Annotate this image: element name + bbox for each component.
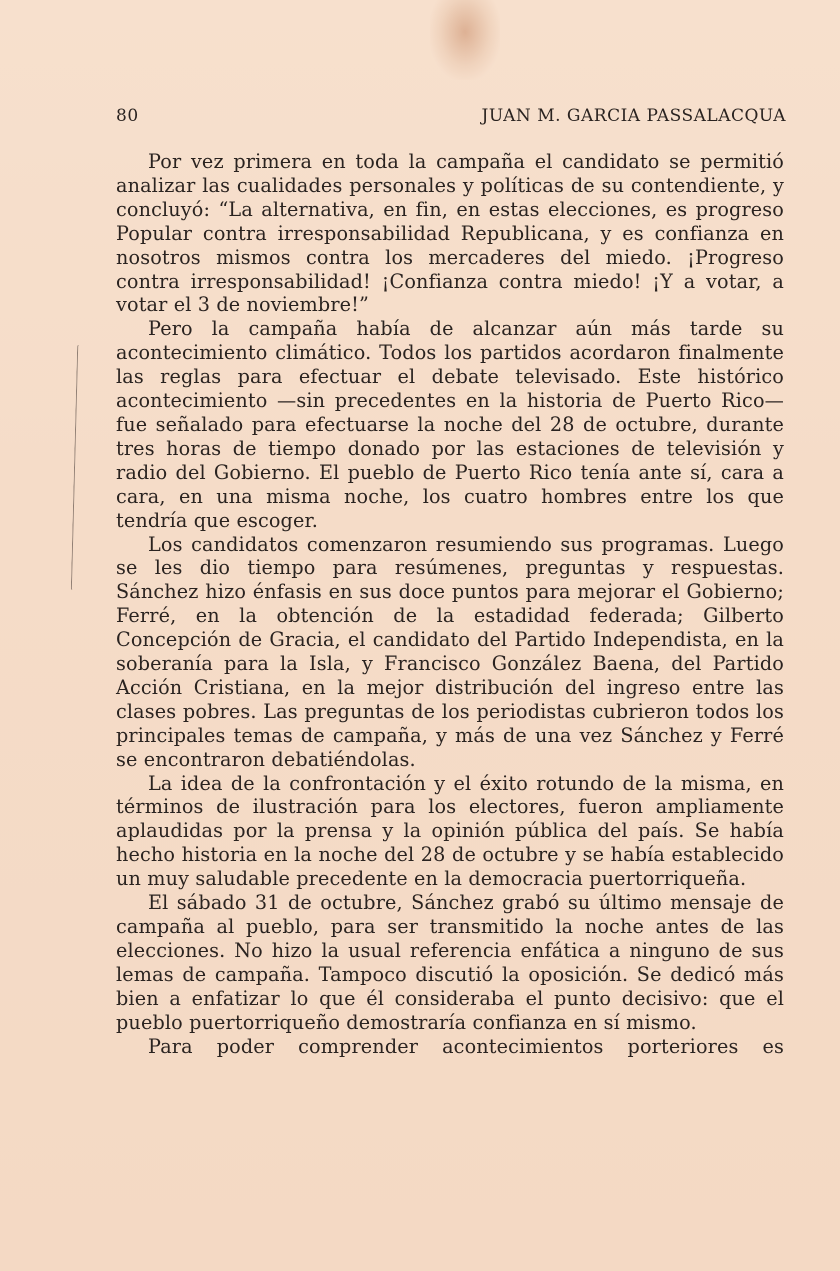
body-text xyxy=(116,150,784,1058)
margin-pencil-mark xyxy=(71,345,82,590)
paragraph: Para poder comprender acontecimientos porteriores es xyxy=(148,1034,784,1058)
paragraph: Pero la campaña había de alcanzar aún más tarde su acontecimiento climático. Todos los partidos acordaron finalmente las reglas para efectuar el debate televisado. Este histórico acontecimiento —sin precedentes en la historia de Puerto Rico— fue señalado para efectuarse la noche del 28 de octubre, durante tres horas de tiempo donado por las estaciones de televisión y radio del Gobierno. El pueblo de Puerto Rico tenía ante sí, cara a cara, en una misma noche, los cuatro hombres entre los que tendría que escoger. xyxy=(116,317,784,532)
paragraph: El sábado 31 de octubre, Sánchez grabó su último mensaje de campaña al pueblo, para ser transmitido la noche antes de las elecciones. No hizo la usual referencia enfática a ninguno de sus lemas de campaña. Tampoco discutió la oposición. Se dedicó más bien a enfatizar lo que él consideraba el punto decisivo: que el pueblo puertorriqueño demostraría confianza en sí mismo. xyxy=(116,891,784,1034)
page-header xyxy=(116,106,786,130)
paragraph: La idea de la confrontación y el éxito rotundo de la misma, en términos de ilustración para los electores, fueron ampliamente aplaudidas por la prensa y la opinión pública del país. Se había hecho historia en la noche del 28 de octubre y se había establecido un muy saludable precedente en la democracia puertorriqueña. xyxy=(116,771,784,891)
paragraph: Los candidatos comenzaron resumiendo sus programas. Luego se les dio tiempo para resúmenes, preguntas y respuestas. Sánchez hizo énfasis en sus doce puntos para mejorar el Gobierno; Ferré, en la obtención de la estadidad federada; Gilberto Concepción de Gracia, el candidato del Partido Independista, en la soberanía para la Isla, y Francisco González Baena, del Partido Acción Cristiana, en la mejor distribución del ingreso entre las clases pobres. Las preguntas de los periodistas cubrieron todos los principales temas de campaña, y más de una vez Sánchez y Ferré se encontraron debatiéndolas. xyxy=(116,532,784,771)
page-number: 80 xyxy=(116,106,139,126)
paper-stain xyxy=(430,0,500,80)
running-head: JUAN M. GARCIA PASSALACQUA xyxy=(481,106,786,126)
paragraph: Por vez primera en toda la campaña el candidato se permitió analizar las cualidades personales y políticas de su contendiente, y concluyó: “La alternativa, en fin, en estas elecciones, es progreso Popular contra irresponsabilidad Republicana, y es confianza en nosotros mismos contra los mercaderes del miedo. ¡Progreso contra irresponsabilidad! ¡Confianza contra miedo! ¡Y a votar, a votar el 3 de noviembre!” xyxy=(116,150,784,317)
